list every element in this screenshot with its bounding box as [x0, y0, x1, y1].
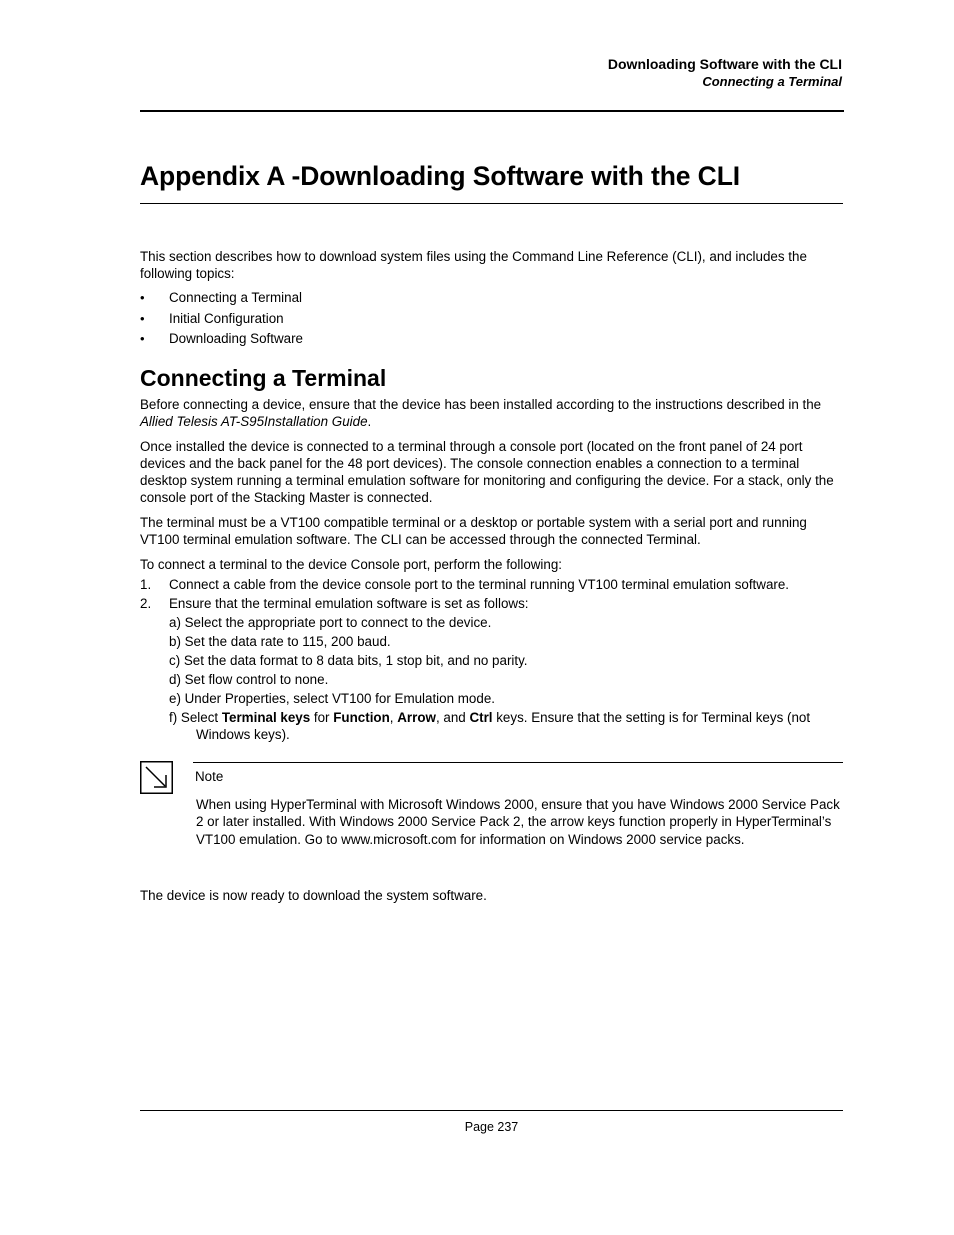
- list-item: [140, 310, 843, 331]
- step-text: Connect a cable from the device console port to the terminal running VT100 terminal emulation software.: [169, 577, 790, 592]
- page-title: Appendix A -Downloading Software with the CLI: [140, 161, 741, 191]
- substep-text: for: [310, 710, 334, 725]
- paragraph-text: Before connecting a device, ensure that the device has been installed according to the instructions described in the: [140, 397, 822, 412]
- paragraph: To connect a terminal to the device Console port, perform the following:: [140, 557, 563, 572]
- substep-text: f) Select: [169, 710, 222, 725]
- step-number: 1.: [140, 577, 152, 592]
- running-header: [608, 56, 842, 90]
- paragraph: The terminal must be a VT100 compatible terminal or a desktop or portable system with a serial port and running VT100 terminal emulation software. The CLI can be accessed through the connected Terminal.: [140, 515, 807, 547]
- substep-text: ,: [389, 710, 398, 725]
- header-rule: [140, 110, 844, 112]
- step-text: Ensure that the terminal emulation software is set as follows:: [169, 596, 529, 611]
- substep-item: a) Select the appropriate port to connect to the device.: [169, 615, 492, 630]
- note-rule: [193, 762, 843, 763]
- intro-paragraph: This section describes how to download system files using the Command Line Reference (CLI), and includes the following topics:: [140, 249, 807, 281]
- substep-item: d) Set flow control to none.: [169, 672, 329, 687]
- step-number: 2.: [140, 596, 152, 611]
- title-rule: [140, 203, 843, 204]
- step-item: [140, 576, 843, 593]
- section-heading: Connecting a Terminal: [140, 365, 387, 391]
- intro-block: [140, 248, 843, 351]
- note-icon: [140, 761, 173, 794]
- header-title: Downloading Software with the CLI: [607, 56, 842, 72]
- substep-item: [140, 709, 843, 743]
- note-text: When using HyperTerminal with Microsoft Windows 2000, ensure that you have Windows 2000 Service Pack 2 or later installed. With Windows 2000 Service Pack 2, the arrow keys function properly in HyperTerminal’s VT100 emulation. Go to www.microsoft.com for information on Windows 2000 service packs.: [196, 797, 840, 847]
- key-term: Arrow: [397, 710, 436, 725]
- paragraph-text: .: [367, 414, 372, 429]
- bullet-icon: •: [140, 331, 145, 346]
- closing-paragraph: The device is now ready to download the system software.: [140, 888, 487, 903]
- substep-text: , and: [435, 710, 470, 725]
- bullet-text: Connecting a Terminal: [169, 290, 302, 305]
- list-item: [140, 289, 843, 310]
- key-term: Ctrl: [469, 710, 493, 725]
- bullet-icon: •: [140, 310, 145, 326]
- section-block: [140, 364, 843, 743]
- bullet-text: Initial Configuration: [169, 310, 284, 326]
- guide-title: Allied Telesis AT-S95Installation Guide: [140, 414, 368, 429]
- key-term: Function: [333, 710, 390, 725]
- list-item: [140, 330, 843, 351]
- substep-item: b) Set the data rate to 115, 200 baud.: [169, 634, 391, 649]
- paragraph: Once installed the device is connected to a terminal through a console port (located on the front panel of 24 port devices and the back panel for the 48 port devices). The console connection enables a connection to a terminal desktop system running a terminal emulation software for monitoring and configuring the device. For a stack, only the console port of the Stacking Master is connected.: [140, 439, 834, 505]
- bullet-text: Downloading Software: [169, 331, 303, 346]
- page-number: Page 237: [464, 1120, 519, 1134]
- key-term: Terminal keys: [221, 710, 311, 725]
- note-label: Note: [195, 769, 224, 784]
- substep-item: e) Under Properties, select VT100 for Emulation mode.: [169, 691, 495, 706]
- step-item: [140, 595, 843, 612]
- footer-rule: [140, 1110, 843, 1111]
- header-subtitle: Connecting a Terminal: [702, 74, 842, 89]
- substep-text: keys. Ensure that the setting is for Terminal keys (not Windows keys).: [196, 710, 811, 742]
- bullet-icon: •: [140, 290, 145, 305]
- substep-item: c) Set the data format to 8 data bits, 1 stop bit, and no parity.: [169, 653, 528, 668]
- paragraph: [140, 396, 843, 430]
